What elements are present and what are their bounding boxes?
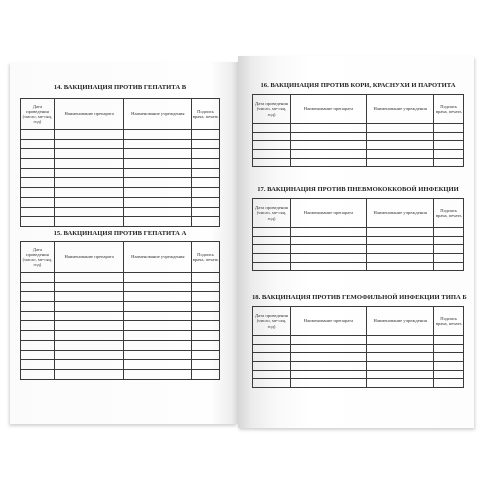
table-row [253,245,464,254]
table-cell [253,236,291,245]
table-cell [434,124,464,133]
table-cell [434,370,464,379]
table-cell [54,207,124,217]
table-cell [21,311,55,321]
col-header-signature: Подпись врача, печать [434,307,464,336]
table-cell [192,340,220,350]
table-row [21,168,220,178]
table-cell [54,217,124,227]
col-header-institution: Наименование учреждения [366,95,434,124]
table-cell [21,197,55,207]
table-cell [124,188,192,198]
table-cell [253,353,291,362]
table-cell [54,369,124,379]
table-cell [290,245,366,254]
table-cell [290,150,366,159]
table-cell [253,141,291,150]
table-cell [366,141,434,150]
table-cell [290,370,366,379]
table-cell [124,197,192,207]
table-row [21,369,220,379]
table-cell [54,139,124,149]
table-cell [124,321,192,331]
table-row [21,302,220,312]
table-row [21,340,220,350]
col-header-institution: Наименование учреждения [366,307,434,336]
table-cell [434,245,464,254]
col-header-drug: Наименование препарата [290,199,366,228]
table-cell [21,282,55,292]
table-cell [54,130,124,140]
table-cell [21,292,55,302]
table-cell [366,245,434,254]
table-cell [21,178,55,188]
table-row [21,282,220,292]
table-cell [54,331,124,341]
table-cell [290,336,366,345]
table-row [21,149,220,159]
table-cell [192,149,220,159]
col-header-drug: Наименование препарата [290,307,366,336]
table-cell [192,350,220,360]
table-cell [253,132,291,141]
table-row [253,228,464,237]
table-cell [54,168,124,178]
table-cell [290,141,366,150]
table-cell [434,228,464,237]
section-title: 15. ВАКЦИНАЦИЯ ПРОТИВ ГЕПАТИТА А [53,230,187,237]
table-row [253,362,464,371]
table-cell [192,273,220,283]
table-cell [192,188,220,198]
table-cell [21,188,55,198]
table-cell [434,362,464,371]
table-cell [366,236,434,245]
table-cell [192,159,220,169]
table-cell [434,150,464,159]
table-cell [124,350,192,360]
table-cell [366,150,434,159]
table-cell [434,132,464,141]
col-header-signature: Подпись врача, печать [434,95,464,124]
table-cell [54,188,124,198]
table-cell [54,302,124,312]
table-row [21,321,220,331]
table-row [21,331,220,341]
table-cell [434,254,464,263]
table-cell [290,158,366,167]
table-cell [21,331,55,341]
table-row [253,344,464,353]
section-haemophilus-type-b [252,294,467,414]
table-cell [192,197,220,207]
vaccination-table [252,306,464,388]
table-cell [124,273,192,283]
table-cell [21,360,55,370]
table-cell [366,336,434,345]
table-row [253,262,464,271]
table-cell [21,139,55,149]
table-cell [192,130,220,140]
table-cell [54,282,124,292]
table-cell [21,217,55,227]
table-cell [192,168,220,178]
table-cell [434,336,464,345]
table-cell [366,254,434,263]
table-cell [253,379,291,388]
table-cell [366,124,434,133]
table-row [21,139,220,149]
table-cell [192,311,220,321]
table-row [253,150,464,159]
table-cell [253,254,291,263]
table-cell [124,130,192,140]
table-cell [54,321,124,331]
section-hepatitis-a [20,230,220,410]
table-cell [124,217,192,227]
table-cell [192,360,220,370]
table-cell [21,302,55,312]
table-cell [21,207,55,217]
table-row [253,158,464,167]
table-cell [124,331,192,341]
table-cell [124,302,192,312]
table-cell [192,217,220,227]
table-cell [124,311,192,321]
table-cell [21,168,55,178]
table-cell [54,340,124,350]
table-cell [21,273,55,283]
table-cell [21,350,55,360]
col-header-institution: Наименование учреждения [124,242,192,273]
table-cell [192,139,220,149]
section-title: 18. ВАКЦИНАЦИЯ ПРОТИВ ГЕМОФИЛЬНОЙ ИНФЕКЦИИ ТИПА Б [252,294,467,301]
col-header-drug: Наименование препарата [290,95,366,124]
table-cell [366,362,434,371]
section-hepatitis-b [20,84,220,234]
table-row [21,360,220,370]
vaccination-table [252,198,464,271]
table-cell [192,282,220,292]
table-row [253,336,464,345]
table-cell [434,262,464,271]
table-cell [192,369,220,379]
table-cell [290,228,366,237]
col-header-signature: Подпись врача, печать [192,99,220,130]
table-row [253,141,464,150]
table-row [253,254,464,263]
table-row [253,353,464,362]
table-row [21,217,220,227]
table-row [21,292,220,302]
col-header-signature: Подпись врача, печать [434,199,464,228]
table-cell [434,141,464,150]
table-cell [366,353,434,362]
table-row [21,178,220,188]
table-cell [124,360,192,370]
table-cell [290,262,366,271]
table-row [253,132,464,141]
table-cell [192,207,220,217]
table-cell [366,379,434,388]
table-cell [434,344,464,353]
table-cell [192,321,220,331]
table-row [253,370,464,379]
table-cell [253,228,291,237]
table-cell [21,149,55,159]
table-cell [124,340,192,350]
col-header-institution: Наименование учреждения [366,199,434,228]
table-cell [253,124,291,133]
table-cell [54,178,124,188]
table-cell [54,292,124,302]
col-header-date: Дата проведения (число, ме-сяц, год) [253,95,291,124]
table-cell [434,353,464,362]
table-cell [21,369,55,379]
table-cell [253,150,291,159]
col-header-date: Дата проведения (число, ме-сяц, год) [253,199,291,228]
table-cell [124,149,192,159]
table-cell [54,197,124,207]
table-cell [54,311,124,321]
table-cell [290,379,366,388]
table-row [21,197,220,207]
table-cell [290,124,366,133]
table-cell [124,292,192,302]
table-cell [192,292,220,302]
section-title: 17. ВАКЦИНАЦИЯ ПРОТИВ ПНЕВМОКОККОВОЙ ИНФЕКЦИИ [257,186,459,193]
table-row [21,350,220,360]
section-pneumococcal [252,186,464,296]
table-cell [290,236,366,245]
table-cell [366,132,434,141]
col-header-date: Дата проведения (число, ме-сяц, год) [21,242,55,273]
table-row [21,159,220,169]
table-cell [434,236,464,245]
left-page [10,62,238,424]
table-cell [54,159,124,169]
table-cell [192,302,220,312]
table-cell [124,168,192,178]
table-cell [290,353,366,362]
table-cell [253,344,291,353]
table-cell [54,350,124,360]
table-row [253,379,464,388]
vaccination-table [20,98,220,227]
table-row [21,188,220,198]
right-page [238,56,474,428]
table-cell [366,370,434,379]
table-cell [366,262,434,271]
table-cell [54,149,124,159]
table-cell [290,254,366,263]
section-title: 16. ВАКЦИНАЦИЯ ПРОТИВ КОРИ, КРАСНУХИ И ПАРОТИТА [260,82,456,89]
table-cell [434,379,464,388]
table-row [253,124,464,133]
col-header-date: Дата проведения (число, ме-сяц, год) [21,99,55,130]
table-cell [253,362,291,371]
col-header-signature: Подпись врача, печать [192,242,220,273]
table-cell [21,321,55,331]
table-cell [253,336,291,345]
table-row [21,207,220,217]
table-row [21,273,220,283]
table-cell [192,331,220,341]
col-header-date: Дата проведения (число, ме-сяц, год) [253,307,291,336]
table-cell [434,158,464,167]
table-cell [366,228,434,237]
table-row [253,236,464,245]
table-cell [253,245,291,254]
table-cell [290,132,366,141]
col-header-institution: Наименование учреждения [124,99,192,130]
table-cell [290,362,366,371]
table-cell [290,344,366,353]
table-cell [253,262,291,271]
col-header-drug: Наименование препарата [54,242,124,273]
table-cell [192,178,220,188]
table-cell [54,360,124,370]
section-measles-rubella-mumps [252,82,464,192]
col-header-drug: Наименование препарата [54,99,124,130]
table-cell [124,282,192,292]
table-cell [253,370,291,379]
table-cell [54,273,124,283]
table-row [21,130,220,140]
table-cell [124,159,192,169]
table-row [21,311,220,321]
vaccination-table [20,241,220,380]
table-cell [21,130,55,140]
table-cell [124,207,192,217]
table-cell [21,340,55,350]
table-cell [253,158,291,167]
table-cell [366,158,434,167]
table-cell [21,159,55,169]
table-cell [124,369,192,379]
section-title: 14. ВАКЦИНАЦИЯ ПРОТИВ ГЕПАТИТА В [53,84,187,91]
table-cell [366,344,434,353]
table-cell [124,178,192,188]
table-cell [124,139,192,149]
vaccination-table [252,94,464,167]
